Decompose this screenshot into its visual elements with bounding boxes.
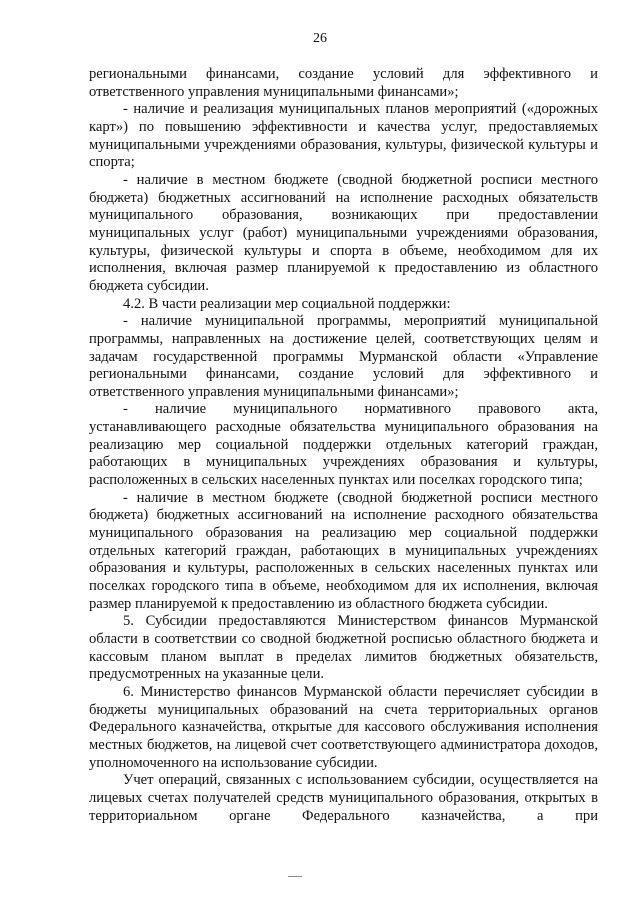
paragraph-normative-act: - наличие муниципального нормативного правового акта, устанавливающего расходные обязательства муниципального образования на реализацию мер социальной поддержки отдельных категорий граждан, работающих в муниципальных учреждениях образования и культуры, расположенных в сельских населенных пунктах или поселках городского типа; — [89, 401, 598, 489]
paragraph-section-4-2-heading: 4.2. В части реализации мер социальной поддержки: — [123, 295, 451, 312]
document-body — [89, 66, 598, 825]
paragraph-operations-accounting: Учет операций, связанных с использованием субсидии, осуществляется на лицевых счетах получателей средств муниципального образования, открытых в территориальном органе Федерального казначейства, а при — [89, 772, 598, 824]
paragraph-continuation-regional-finance: региональными финансами, создание условий для эффективного и ответственного управления муниципальными финансами»; — [89, 66, 598, 100]
paragraph-item-6-subsidy-transfer: 6. Министерство финансов Мурманской области перечисляет субсидии в бюджеты муниципальных образований на счета территориальных органов Федерального казначейства, открытые для кассового обслуживания исполнения местных бюджетов, на лицевой счет соответствующего администратора доходов, уполномоченного на использование субсидии. — [89, 683, 598, 771]
page-footer-mark — [288, 876, 302, 877]
page-number: 26 — [313, 31, 327, 46]
paragraph-roadmaps: - наличие и реализация муниципальных планов мероприятий («дорожных карт») по повышению эффективности и качества услуг, предоставляемых муниципальными учреждениями образования, культуры, физической культуры и спорта; — [89, 101, 598, 171]
paragraph-item-5-subsidy-provision: 5. Субсидии предоставляются Министерством финансов Мурманской области в соответствии со сводной бюджетной росписью областного бюджета и кассовым планом выплат в пределах лимитов бюджетных обязательств, предусмотренных на указанные цели. — [89, 613, 598, 683]
paragraph-budget-allocations-services: - наличие в местном бюджете (сводной бюджетной росписи местного бюджета) бюджетных ассигнований на исполнение расходных обязательств муниципального образования, возникающих при предоставлении муниципальных услуг (работ) муниципальными учреждениями образования, культуры, физической культуры и спорта в объеме, необходимом для их исполнения, включая размер планируемой к предоставлению из областного бюджета субсидии. — [89, 171, 598, 294]
paragraph-budget-allocations-social-support: - наличие в местном бюджете (сводной бюджетной росписи местного бюджета) бюджетных ассигнований на исполнение расходного обязательства муниципального образования на реализацию мер социальной поддержки отдельных категорий граждан, работающих в муниципальных учреждениях образования и культуры, расположенных в сельских населенных пунктах или поселках городского типа в объеме, необходимом для их исполнения, включая размер планируемой к предоставлению из областного бюджета субсидии. — [89, 489, 598, 612]
paragraph-municipal-program: - наличие муниципальной программы, мероприятий муниципальной программы, направленных на достижение целей, соответствующих целям и задачам государственной программы Мурманской области «Управление региональными финансами, создание условий для эффективного и ответственного управления муниципальными финансами»; — [89, 313, 598, 400]
